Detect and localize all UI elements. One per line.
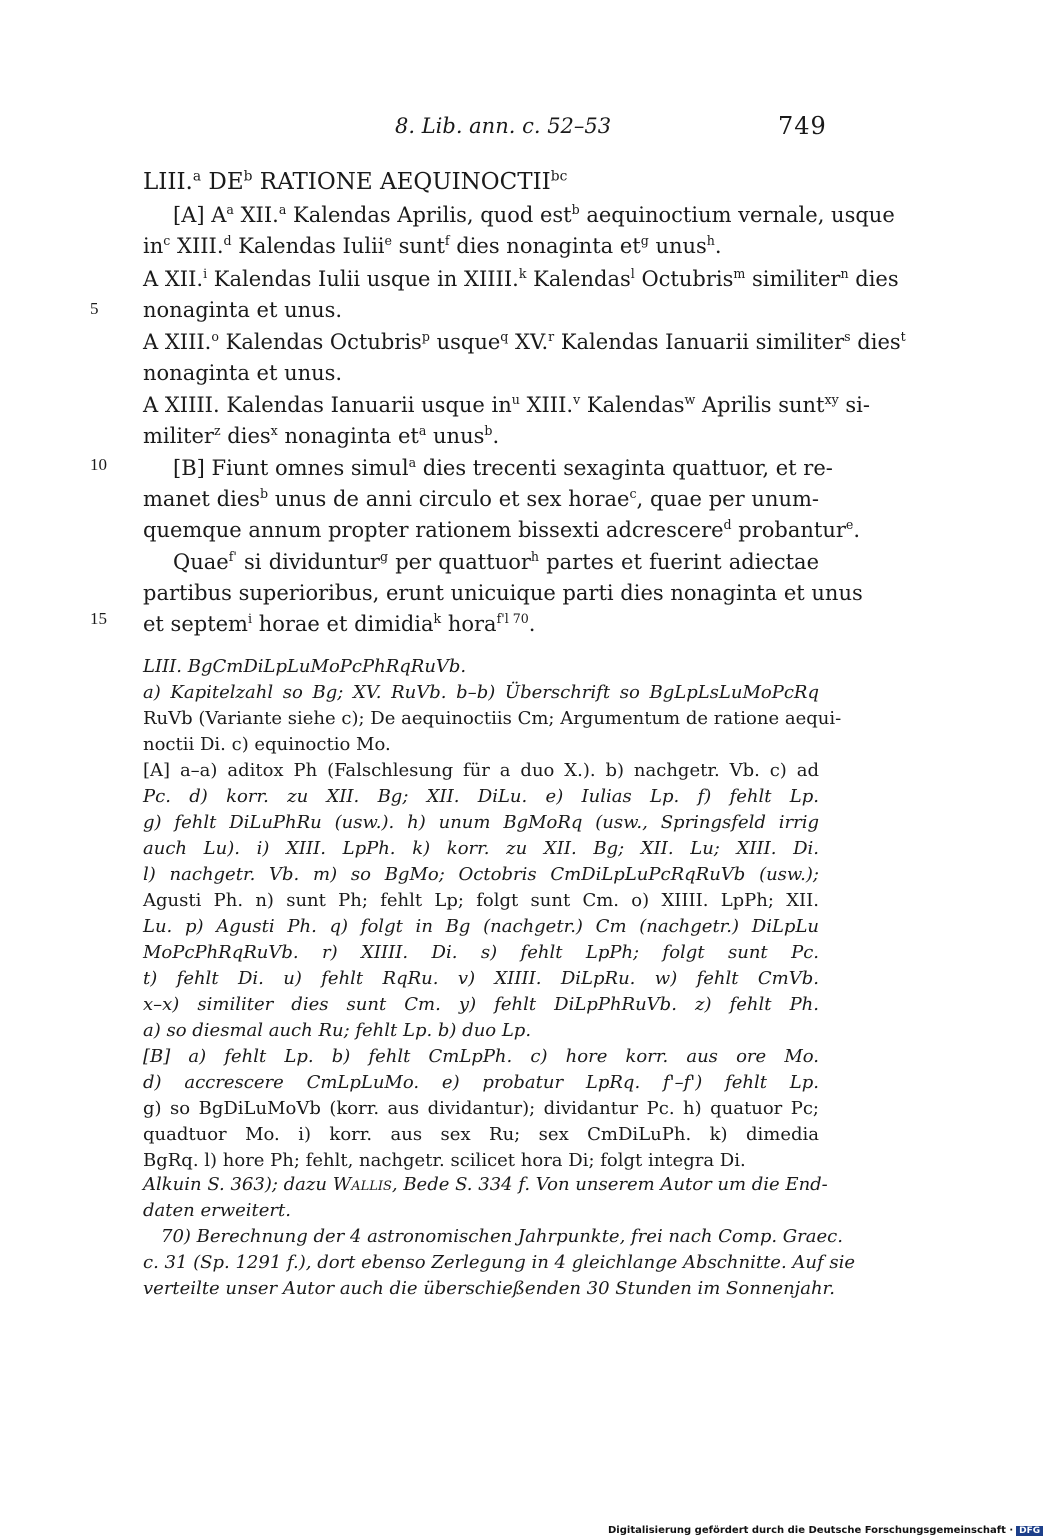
apparatus-line: MoPcPhRqRuVb. r) XIIII. Di. s) fehlt LpPh; folgt sunt Pc. <box>143 942 819 963</box>
note-line: daten erweitert. <box>143 1200 291 1221</box>
apparatus-line: l) nachgetr. Vb. m) so BgMo; Octobris CmDiLpLuPcRqRuVb (usw.); <box>143 864 819 885</box>
apparatus-line: LIII. BgCmDiLpLuMoPcPhRqRuVb. <box>143 656 467 677</box>
text-line-1: [A] $A^a$ XII.$^a$ Kalendas Aprilis, quod est$^b$ aequinoctium vernale, usque <box>173 202 895 227</box>
text-line-5: A XIII.$^o$ Kalendas Octubris$^p$ usque$^q$ XV.$^r$ Kalendas Ianuarii similiter$^s$ dies$^t$ <box>143 329 906 354</box>
apparatus-line: Pc. d) korr. zu XII. Bg; XII. DiLu. e) Iulias Lp. f) fehlt Lp. <box>143 786 819 807</box>
text-line-11: quemque annum propter rationem bissexti adcrescere$^d$ probantur$^e$. <box>143 517 861 542</box>
line-number-10: 10 <box>90 455 107 474</box>
apparatus-line: auch Lu). i) XIII. LpPh. k) korr. zu XII. Bg; XII. Lu; XIII. Di. <box>143 838 819 859</box>
text-line-9: [B] Fiunt omnes simul$^a$ dies trecenti sexaginta quattuor, et re- <box>173 455 833 480</box>
apparatus-line: [A] a–a) aditox Ph (Falschlesung für a duo X.). b) nachgetr. Vb. c) ad <box>143 760 819 781</box>
dfg-logo: DFG <box>1016 1526 1043 1536</box>
text-line-14: et septem$^i$ horae et dimidia$^k$ hora$^{f'l 70}$. <box>143 611 536 636</box>
text-line-13: partibus superioribus, erunt unicuique parti dies nonaginta et unus <box>143 581 863 605</box>
apparatus-line: a) so diesmal auch Ru; fehlt Lp. b) duo Lp. <box>143 1020 532 1041</box>
text-line-10: manet dies$^b$ unus de anni circulo et sex horae$^c$, quae per unum- <box>143 486 819 511</box>
apparatus-line: noctii Di. c) equinoctio Mo. <box>143 734 391 755</box>
text-line-12: Quae$^{f'}$ si dividuntur$^g$ per quattuor$^h$ partes et fuerint adiectae <box>173 549 819 574</box>
apparatus-line: Lu. p) Agusti Ph. q) folgt in Bg (nachgetr.) Cm (nachgetr.) DiLpLu <box>143 916 819 937</box>
note-line: Alkuin S. 363); dazu Wallis, Bede S. 334 f. Von unserem Autor um die End- <box>143 1174 828 1195</box>
apparatus-line: t) fehlt Di. u) fehlt RqRu. v) XIIII. DiLpRu. w) fehlt CmVb. <box>143 968 819 989</box>
text-line-8: militer$^z$ dies$^x$ nonaginta $et^a$ unus$^b$. <box>143 423 500 448</box>
text-line-6: nonaginta et unus. <box>143 361 343 385</box>
apparatus-line: [B] a) fehlt Lp. b) fehlt CmLpPh. c) hore korr. aus ore Mo. <box>143 1046 819 1067</box>
apparatus-line: g) so BgDiLuMoVb (korr. aus dividantur); dividantur Pc. h) quatuor Pc; <box>143 1098 819 1119</box>
digitization-credit: Digitalisierung gefördert durch die Deutsche Forschungsgemeinschaft · DFG <box>608 1525 1043 1536</box>
apparatus-line: x–x) similiter dies sunt Cm. y) fehlt DiLpPhRuVb. z) fehlt Ph. <box>143 994 819 1015</box>
apparatus-line: RuVb (Variante siehe c); De aequinoctiis Cm; Argumentum de ratione aequi- <box>143 708 842 729</box>
running-head: 8. Lib. ann. c. 52–53 <box>395 114 612 138</box>
text-line-3: A XII.$^i$ Kalendas Iulii usque in XIIII.$^k$ Kalendas$^l$ Octubris$^m$ similiter$^n$ dies <box>143 266 899 291</box>
text-line-7: A XIIII. Kalendas Ianuarii usque $in^u$ XIII.$^v$ Kalendas$^w$ Aprilis sunt$^{xy}$ si- <box>143 392 870 417</box>
apparatus-line: d) accrescere CmLpLuMo. e) probatur LpRq. f'–f') fehlt Lp. <box>143 1072 819 1093</box>
page-number: 749 <box>778 112 827 140</box>
note-line: c. 31 (Sp. 1291 f.), dort ebenso Zerlegung in 4 gleichlange Abschnitte. Auf sie <box>143 1252 856 1273</box>
text-line-4: nonaginta et unus. <box>143 298 343 322</box>
note-line: 70) Berechnung der 4 astronomischen Jahrpunkte, frei nach Comp. Graec. <box>161 1226 843 1247</box>
apparatus-line: g) fehlt DiLuPhRu (usw.). h) unum BgMoRq (usw., Springsfeld irrig <box>143 812 819 833</box>
text-line-2: $in^c$ XIII.$^d$ Kalendas Iulii$^e$ sunt$^f$ dies nonaginta $et^g$ unus$^h$. <box>143 233 722 258</box>
apparatus-line: a) Kapitelzahl so Bg; XV. RuVb. b–b) Überschrift so BgLpLsLuMoPcRq <box>143 682 819 703</box>
line-number-5: 5 <box>90 299 99 318</box>
apparatus-line: BgRq. l) hore Ph; fehlt, nachgetr. scilicet hora Di; folgt integra Di. <box>143 1150 746 1171</box>
apparatus-line: Agusti Ph. n) sunt Ph; fehlt Lp; folgt sunt Cm. o) XIIII. LpPh; XII. <box>143 890 819 911</box>
chapter-title: LIII.$^a$ $DE^b$ RATIONE $AEQUINOCTII^{bc}$ <box>143 168 568 195</box>
apparatus-line: quadtuor Mo. i) korr. aus sex Ru; sex CmDiLuPh. k) dimedia <box>143 1124 819 1145</box>
note-line: verteilte unser Autor auch die überschießenden 30 Stunden im Sonnenjahr. <box>143 1278 835 1299</box>
line-number-15: 15 <box>90 609 107 628</box>
